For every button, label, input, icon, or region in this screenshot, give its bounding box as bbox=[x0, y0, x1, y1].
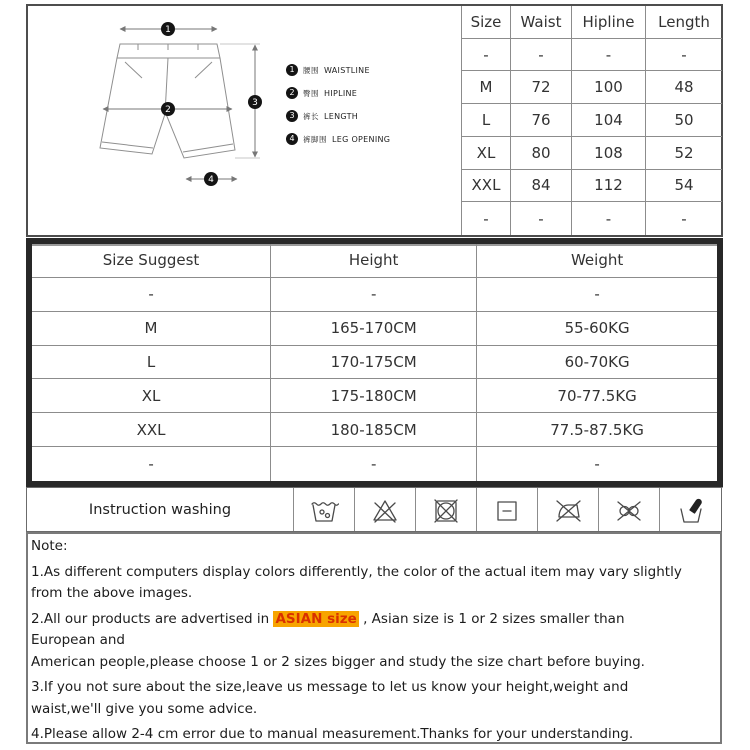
size-suggest-table bbox=[26, 238, 723, 487]
do-not-wring-icon bbox=[614, 494, 644, 526]
washing-icon-cell bbox=[599, 488, 660, 531]
suggest-table-cell: XXL bbox=[32, 413, 271, 447]
size-table-cell: 48 bbox=[646, 71, 722, 104]
washing-icon-cell bbox=[660, 488, 721, 531]
asian-size-highlight: ASIAN size bbox=[275, 610, 357, 627]
size-table-cell: M bbox=[462, 71, 511, 104]
svg-text:4: 4 bbox=[208, 175, 214, 186]
size-table-cell: 104 bbox=[572, 104, 646, 137]
legend-bullet-3: 3 bbox=[286, 110, 298, 122]
do-not-bleach-icon bbox=[370, 494, 400, 526]
suggest-table-cell: 165-170CM bbox=[271, 312, 477, 346]
marker-leg-opening bbox=[204, 172, 218, 186]
size-table-cell: - bbox=[511, 39, 572, 72]
washing-instructions-label: Instruction washing bbox=[27, 488, 294, 531]
suggest-table-cell: 77.5-87.5KG bbox=[477, 413, 717, 447]
washing-icon-cell bbox=[477, 488, 538, 531]
suggest-table-cell: - bbox=[32, 278, 271, 312]
washing-icon-cell bbox=[416, 488, 477, 531]
marker-hipline bbox=[161, 102, 175, 116]
legend-bullet-4: 4 bbox=[286, 133, 298, 145]
legend-en-length: LENGTH bbox=[324, 111, 359, 121]
suggest-table-cell: 70-77.5KG bbox=[477, 379, 717, 413]
size-table-cell: - bbox=[462, 39, 511, 72]
size-table-cell: XL bbox=[462, 137, 511, 170]
suggest-table-cell: 175-180CM bbox=[271, 379, 477, 413]
size-table-cell: 108 bbox=[572, 137, 646, 170]
suggest-table-cell: 55-60KG bbox=[477, 312, 717, 346]
dry-flat-icon bbox=[492, 494, 522, 526]
suggest-table-cell: - bbox=[32, 447, 271, 481]
note-item-4: 4.Please allow 2-4 cm error due to manual measurement.Thanks for your understanding. bbox=[31, 726, 634, 742]
legend-en-leg-opening: LEG OPENING bbox=[332, 134, 391, 144]
note-item-3 bbox=[31, 677, 717, 720]
suggest-table-cell: - bbox=[477, 278, 717, 312]
washing-instructions-row bbox=[26, 487, 722, 532]
note-item-1 bbox=[31, 562, 717, 605]
legend-item-waistline bbox=[286, 64, 390, 76]
size-table-cell: 52 bbox=[646, 137, 722, 170]
legend-zh-waistline: 腰围 bbox=[303, 65, 319, 75]
size-table-header: Hipline bbox=[572, 6, 646, 39]
suggest-table-header: Height bbox=[271, 244, 477, 278]
suggest-table-cell: XL bbox=[32, 379, 271, 413]
size-table-header: Size bbox=[462, 6, 511, 39]
do-not-iron-icon bbox=[553, 494, 583, 526]
suggest-table-cell: L bbox=[32, 346, 271, 380]
measurement-section bbox=[26, 4, 723, 237]
note-item-2-line-2: European and bbox=[31, 632, 125, 648]
shorts-measurement-diagram bbox=[80, 12, 295, 207]
legend-en-waistline: WAISTLINE bbox=[324, 65, 370, 75]
legend-item-hipline bbox=[286, 87, 390, 99]
suggest-table-cell: - bbox=[271, 447, 477, 481]
legend-bullet-2: 2 bbox=[286, 87, 298, 99]
size-table-cell: 50 bbox=[646, 104, 722, 137]
size-table-cell: L bbox=[462, 104, 511, 137]
size-table-cell: 100 bbox=[572, 71, 646, 104]
svg-text:2: 2 bbox=[165, 105, 171, 116]
note-item-3-line-2: waist,we'll give you some advice. bbox=[31, 700, 258, 717]
suggest-table-cell: M bbox=[32, 312, 271, 346]
measurement-legend bbox=[286, 64, 390, 145]
size-table-header: Length bbox=[646, 6, 722, 39]
size-table-cell: 76 bbox=[511, 104, 572, 137]
size-table-cell: - bbox=[681, 209, 687, 228]
size-table-cell: 112 bbox=[572, 170, 646, 203]
svg-text:1: 1 bbox=[165, 25, 171, 36]
note-section bbox=[26, 532, 722, 744]
suggest-table-cell: - bbox=[271, 278, 477, 312]
legend-zh-length: 裤长 bbox=[303, 111, 319, 121]
note-item-3-line-1: 3.If you not sure about the size,leave us message to let us know your height,weight and bbox=[31, 679, 629, 695]
washing-icon-cell bbox=[355, 488, 416, 531]
size-table-cell: 72 bbox=[511, 71, 572, 104]
size-table-cell: 54 bbox=[646, 170, 722, 203]
note-item-2-pre: 2.All our products are advertised in bbox=[31, 610, 274, 627]
note-item-2-line-3: American people,please choose 1 or 2 sizes bigger and study the size chart before buying. bbox=[31, 653, 645, 670]
note-item-1-line-1: 1.As different computers display colors differently, the color of the actual item may vary slightly bbox=[31, 563, 682, 580]
suggest-table-header: Size Suggest bbox=[32, 244, 271, 278]
svg-text:3: 3 bbox=[252, 98, 258, 109]
legend-zh-hipline: 臀围 bbox=[303, 88, 319, 98]
washing-icon-cell bbox=[538, 488, 599, 531]
size-table-header: Waist bbox=[511, 6, 572, 39]
size-table-cell: - bbox=[572, 39, 646, 72]
hand-wash-icon bbox=[676, 494, 706, 526]
note-item-2 bbox=[31, 609, 717, 674]
size-table-cell: - bbox=[572, 202, 646, 235]
legend-bullet-1: 1 bbox=[286, 64, 298, 76]
suggest-table-header: Weight bbox=[477, 244, 717, 278]
size-table-cell: 84 bbox=[511, 170, 572, 203]
legend-item-leg-opening bbox=[286, 133, 390, 145]
size-table-cell: XXL bbox=[462, 170, 511, 203]
marker-waistline bbox=[161, 22, 175, 36]
note-title: Note: bbox=[31, 538, 68, 554]
machine-wash-gentle-icon bbox=[309, 494, 339, 526]
legend-zh-leg-opening: 裤脚围 bbox=[303, 134, 327, 144]
suggest-table-cell: 180-185CM bbox=[271, 413, 477, 447]
legend-item-length bbox=[286, 110, 390, 122]
washing-icon-cell bbox=[294, 488, 355, 531]
size-table-cell: - bbox=[511, 202, 572, 235]
do-not-tumble-dry-icon bbox=[431, 494, 461, 526]
suggest-table-cell: 60-70KG bbox=[477, 346, 717, 380]
marker-length bbox=[248, 95, 262, 109]
note-item-2-post: , Asian size is 1 or 2 sizes smaller than bbox=[358, 610, 625, 627]
suggest-table-cell: - bbox=[594, 455, 600, 474]
note-item-1-line-2: from the above images. bbox=[31, 585, 193, 601]
size-table-cell: 80 bbox=[511, 137, 572, 170]
suggest-table-cell: 170-175CM bbox=[271, 346, 477, 380]
size-table-cell: - bbox=[646, 39, 722, 72]
size-table-cell: - bbox=[462, 202, 511, 235]
size-measurements-table bbox=[461, 6, 721, 235]
legend-en-hipline: HIPLINE bbox=[324, 88, 358, 98]
